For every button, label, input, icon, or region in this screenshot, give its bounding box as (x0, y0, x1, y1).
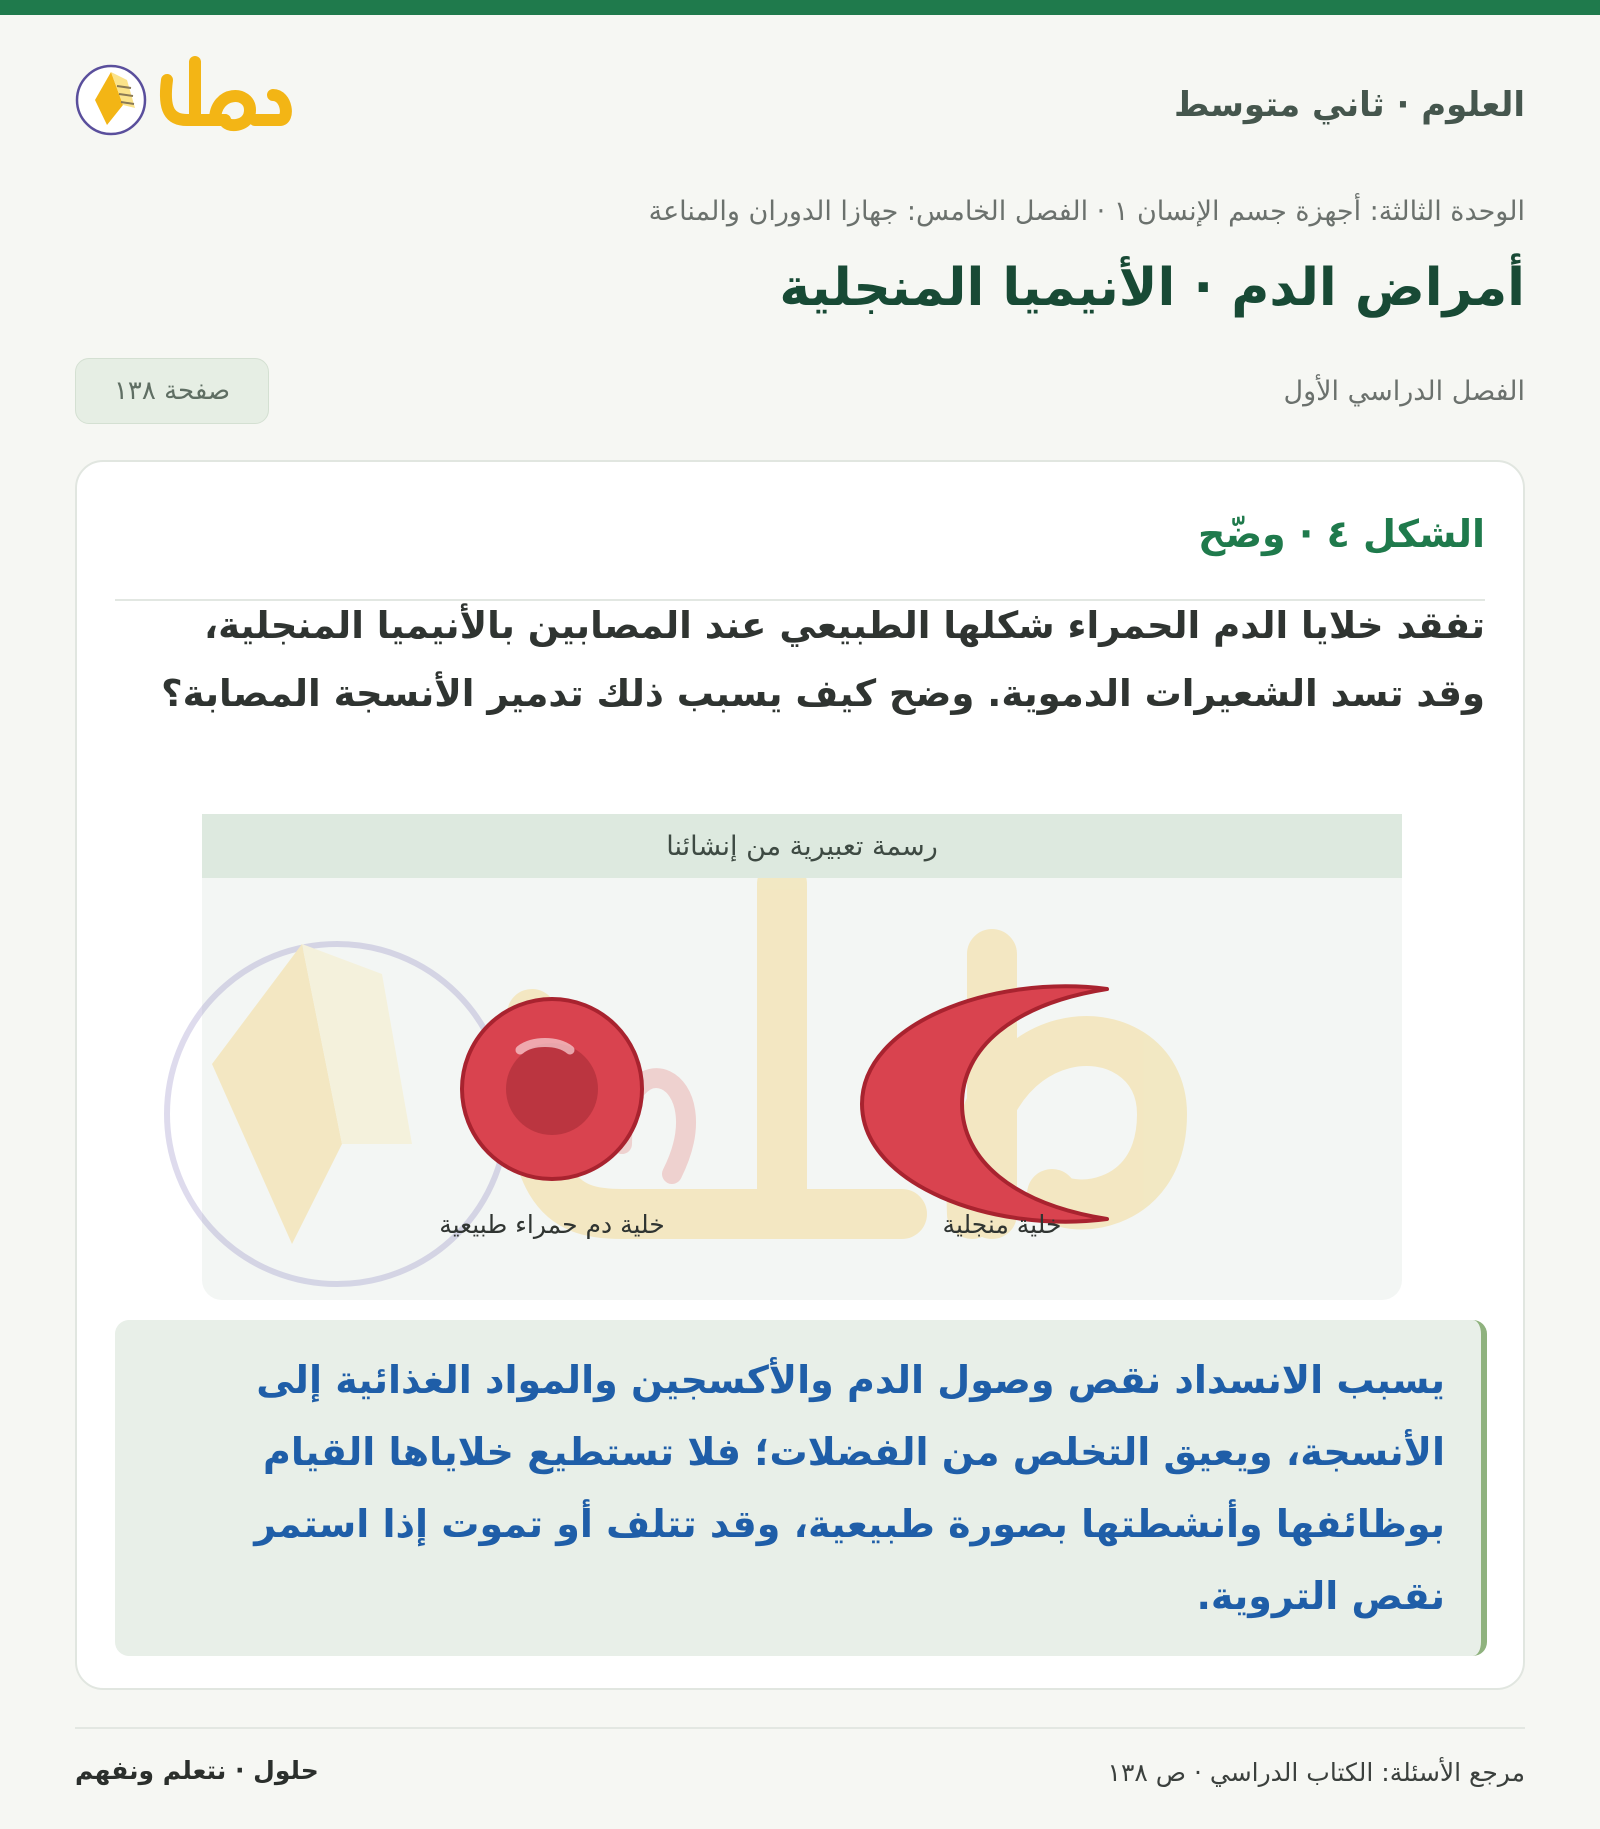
subject-grade-title: العلوم · ثاني متوسط (1174, 85, 1525, 125)
header (72, 50, 1525, 175)
question-text: تفقد خلايا الدم الحمراء شكلها الطبيعي عند المصابين بالأنيميا المنجلية، وقد تسد الشعيرات الدموية. وضح كيف يسبب ذلك تدمير الأنسجة المصابة؟ (161, 604, 1485, 715)
top-accent-bar (0, 0, 1600, 15)
card-title: الشكل ٤ · وضّح (1197, 512, 1485, 556)
breadcrumb: الوحدة الثالثة: أجهزة جسم الإنسان ١ · الفصل الخامس: جهازا الدوران والمناعة (648, 196, 1525, 227)
answer-box: يسبب الانسداد نقص وصول الدم والأكسجين والمواد الغذائية إلى الأنسجة، ويعيق التخلص من الفضلات؛ فلا تستطيع خلاياها القيام بوظائفها وأنشطتها بصورة طبيعية، وقد تتلف أو تموت إذا استمر نقص التروية. (115, 1320, 1487, 1656)
footer-divider (75, 1727, 1525, 1729)
sickle-cell-label: خلية منجلية (942, 1210, 1062, 1239)
logo-text: حلول (72, 50, 75, 51)
page-title: أمراض الدم · الأنيميا المنجلية (779, 258, 1525, 318)
illustration-figure (202, 814, 1402, 1300)
footer-reference: مرجع الأسئلة: الكتاب الدراسي · ص ١٣٨ (1107, 1758, 1525, 1787)
question-card (75, 460, 1525, 1690)
cells-illustration (202, 814, 1402, 1300)
normal-red-blood-cell (462, 999, 642, 1179)
footer-brand[interactable]: حلول · نتعلم ونفهم (75, 1756, 319, 1785)
figure-caption: رسمة تعبيرية من إنشائنا (202, 814, 1402, 878)
normal-cell-label: خلية دم حمراء طبيعية (439, 1210, 665, 1239)
card-header (115, 502, 1485, 601)
page-number-badge: صفحة ١٣٨ (75, 358, 269, 424)
hulool-logo[interactable] (72, 50, 335, 175)
term-label: الفصل الدراسي الأول (1283, 376, 1525, 407)
